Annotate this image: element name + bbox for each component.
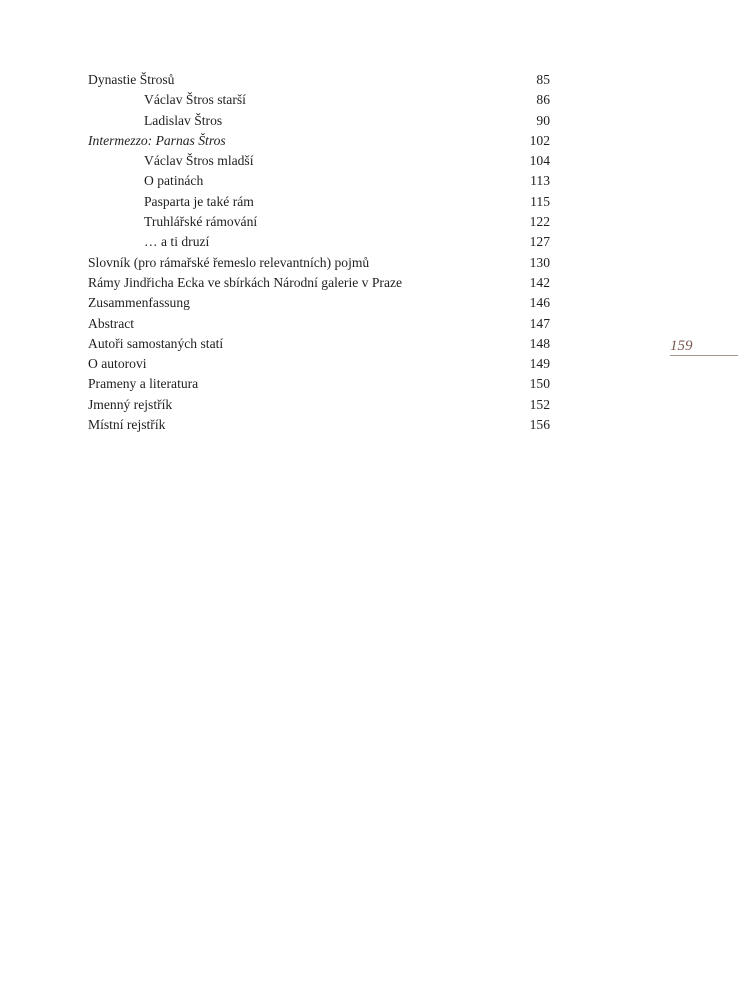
toc-entry (88, 111, 550, 131)
toc-entry (88, 171, 550, 191)
toc-entry-title: Zusammenfassung (88, 295, 190, 311)
toc-entry-title: Pasparta je také rám (144, 193, 254, 209)
toc-entry (88, 192, 550, 212)
toc-entry-title: Slovník (pro rámařské řemeslo relevantních) pojmů (88, 254, 370, 270)
toc-entry (88, 314, 550, 334)
toc-entry-page-number: 142 (529, 274, 550, 290)
toc-entry-page-number: 113 (530, 173, 550, 189)
toc-entry (88, 90, 550, 110)
toc-entry-page-number: 115 (530, 193, 550, 209)
toc-entry-title: O patinách (144, 173, 204, 189)
toc-entry (88, 253, 550, 273)
toc-entry-page-number: 122 (529, 214, 550, 230)
toc-entry-title: Václav Štros starší (144, 92, 246, 108)
toc-entry-page-number: 156 (529, 417, 550, 433)
page-folio (670, 337, 738, 356)
toc-entry-title: Místní rejstřík (88, 417, 166, 433)
toc-entry-page-number: 148 (529, 335, 550, 351)
toc-entry-page-number: 150 (529, 376, 550, 392)
toc-entry (88, 70, 550, 90)
toc-entry (88, 131, 550, 151)
toc-entry-page-number: 127 (529, 234, 550, 250)
toc-entry-title: Václav Štros mladší (144, 153, 254, 169)
toc-entry-title: … a ti druzí (144, 234, 210, 250)
toc-entry (88, 374, 550, 394)
toc-entry-page-number: 90 (536, 112, 550, 128)
toc-entry (88, 273, 550, 293)
toc-entry (88, 334, 550, 354)
toc-entry (88, 293, 550, 313)
toc-entry-title: Rámy Jindřicha Ecka ve sbírkách Národní galerie v Praze (88, 274, 403, 290)
toc-entry-title: O autorovi (88, 356, 147, 372)
toc-entry (88, 151, 550, 171)
toc-entry-page-number: 86 (536, 92, 550, 108)
toc-entry-title: Dynastie Štrosů (88, 72, 175, 87)
toc-entry-page-number: 102 (529, 132, 550, 148)
toc-entry-title: Ladislav Štros (144, 112, 223, 128)
toc-entry (88, 212, 550, 232)
toc-entry-page-number: 147 (529, 315, 550, 331)
toc-entry-title: Intermezzo: Parnas Štros (88, 132, 226, 148)
toc-entry (88, 354, 550, 374)
toc-entry-page-number: 130 (529, 254, 550, 270)
toc-entry-page-number: 85 (536, 72, 550, 87)
page-number: 159 (670, 338, 693, 354)
toc-entry-title: Abstract (88, 315, 135, 331)
toc-entry-title: Prameny a literatura (88, 376, 199, 392)
toc-entry (88, 415, 550, 435)
toc-entry-page-number: 152 (529, 396, 550, 412)
toc-entry-title: Jmenný rejstřík (88, 396, 173, 412)
toc-entry (88, 395, 550, 415)
toc-entry-title: Truhlářské rámování (144, 214, 258, 230)
table-of-contents (88, 70, 550, 435)
toc-entry (88, 232, 550, 252)
toc-entry-page-number: 104 (529, 153, 550, 169)
toc-entry-page-number: 149 (529, 356, 550, 372)
toc-entry-title: Autoři samostaných statí (88, 335, 224, 351)
toc-entry-page-number: 146 (529, 295, 550, 311)
